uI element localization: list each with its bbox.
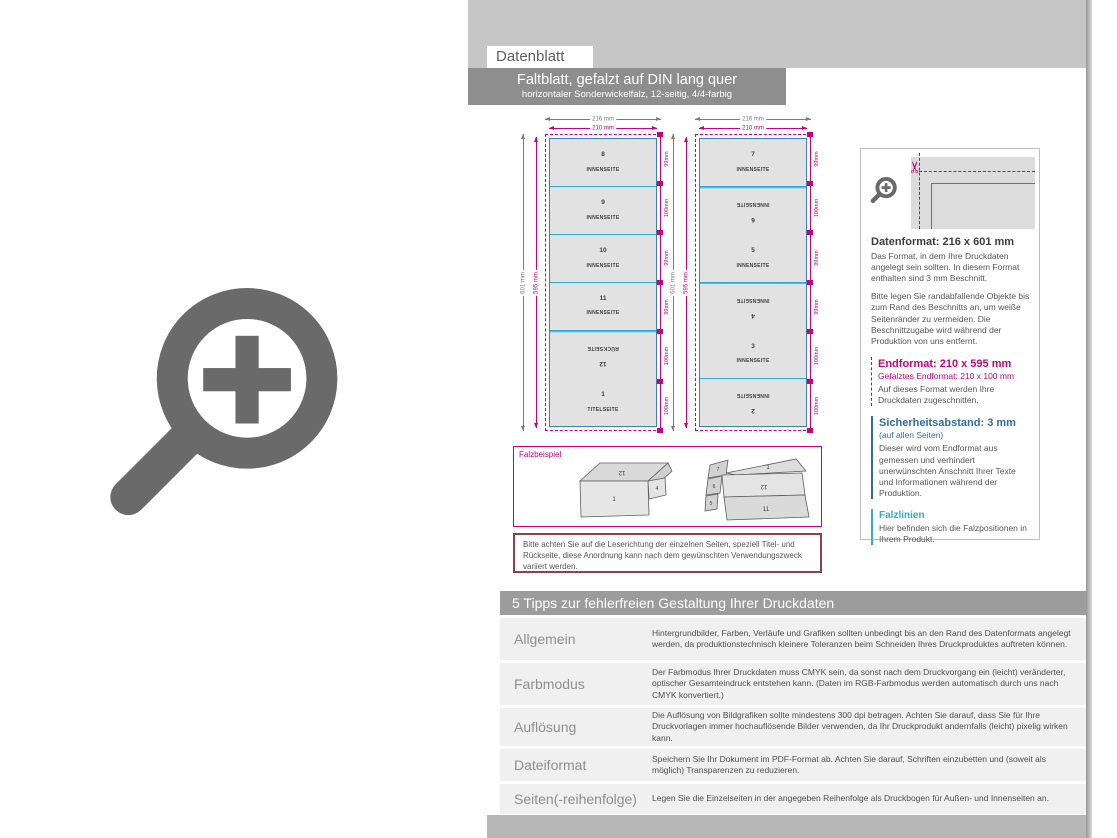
table-row	[500, 708, 1086, 746]
fold-example-label: Falzbeispiel	[519, 450, 562, 459]
panel-number: 4	[751, 311, 755, 319]
svg-text:11: 11	[762, 507, 770, 513]
tip-text: Die Auflösung von Bildgrafiken sollte mindestens 300 dpi betragen. Achten Sie darauf, dass Sie für Ihre Druckvorlagen immer hochauflösende Bilder verwenden, da Ihr Druckprodukt andernfalls (leicht) pixelig wirken kann.	[652, 709, 1068, 743]
panel-number: 3	[751, 342, 755, 350]
fold-panel-cell	[700, 235, 806, 283]
fold-panel-cell	[700, 331, 806, 379]
table-row	[500, 618, 1086, 660]
dimension-width-inner: 210 mm	[699, 128, 807, 129]
panel-label: INNENSEITE	[736, 201, 770, 208]
panel-label: INNENSEITE	[586, 214, 620, 221]
panel-label: INNENSEITE	[586, 310, 620, 317]
panel-label: INNENSEITE	[586, 166, 620, 173]
corner-diagram	[907, 153, 1035, 229]
fold-panel-cell	[550, 331, 656, 379]
panel-measure-chain: 99mm 100mm 99mm 99mm 100mm 100mm	[657, 134, 673, 431]
falzlinien-heading: Falzlinien	[879, 509, 925, 521]
panel-number: 2	[751, 406, 755, 414]
panel-number: 8	[601, 151, 605, 159]
tip-text: Der Farbmodus Ihrer Druckdaten muss CMYK sein, da sonst nach dem Druckvorgang ein (leicht) veränderter, optischer Gesamteindruck entstehen kann. (Daten im RGB-Farbmodus werden automatisch durch uns nach CMYK konvertiert.)	[652, 666, 1066, 700]
reading-direction-note: Bitte achten Sie auf die Leserichtung der einzelnen Seiten, speziell Titel- und Rückseite, diese Anordnung kann nach dem gewünschten Verwendungszweck variiert werden.	[513, 533, 822, 573]
print-sheet-a	[545, 134, 661, 431]
tip-text: Legen Sie die Einzelseiten in der angegeben Reihenfolge als Druckbogen für Außen- und Innenseiten an.	[652, 793, 1049, 804]
dimension-width-outer: 216 mm	[545, 119, 661, 120]
bleed-line	[919, 171, 1035, 172]
panel-number: 9	[601, 199, 605, 207]
panel-number: 1	[601, 391, 605, 399]
table-row	[500, 784, 1086, 814]
dimension-height-inner: 595 mm	[536, 137, 537, 428]
zoom-plus-icon	[869, 175, 899, 205]
panel-label: INNENSEITE	[736, 392, 770, 399]
svg-text:5: 5	[709, 501, 713, 507]
tip-text: Speichern Sie Ihr Dokument im PDF-Format ab. Achten Sie darauf, Schriften einzubetten und (soweit als möglich) Transparenzen zu reduzieren.	[652, 753, 1047, 775]
product-title: Faltblatt, gefalzt auf DIN lang quer	[516, 72, 738, 88]
tip-label: Allgemein	[514, 631, 576, 647]
dimension-height-inner: 595 mm	[686, 137, 687, 428]
trim-line	[931, 183, 1035, 184]
product-subtitle: horizontaler Sonderwickelfalz, 12-seitig, 4/4-farbig	[521, 89, 733, 100]
scissors-icon: ✂	[907, 160, 925, 174]
dimension-width-outer: 216 mm	[695, 119, 811, 120]
zoom-plus-icon	[100, 268, 358, 530]
svg-text:4: 4	[655, 486, 659, 492]
page-edge-shadow	[1086, 0, 1092, 838]
fold-sheet-diagram-b	[663, 112, 833, 442]
dimension-width-inner: 210 mm	[549, 128, 657, 129]
tip-label: Seiten(-reihenfolge)	[514, 791, 637, 807]
sicherheitsabstand-subheading: (auf allen Seiten)	[879, 430, 944, 441]
endformat-heading: Endformat: 210 x 595 mm	[878, 357, 1012, 370]
panel-number: 12	[599, 359, 607, 367]
panel-measure-chain: 99mm 100mm 99mm 99mm 100mm 100mm	[807, 134, 823, 431]
panel-label: RÜCKSEITE	[587, 344, 619, 351]
fold-panel-cell	[700, 379, 806, 426]
svg-text:12: 12	[760, 483, 768, 489]
sicherheitsabstand-heading: Sicherheitsabstand: 3 mm	[879, 417, 1016, 430]
fold-panel-cell	[550, 379, 656, 426]
footer-gray-band	[487, 815, 1086, 838]
panel-label: INNENSEITE	[736, 166, 770, 173]
datenformat-heading: Datenformat: 216 x 601 mm	[871, 236, 1015, 248]
table-row	[500, 663, 1086, 705]
panel-number: 11	[599, 294, 607, 302]
product-title-bar	[468, 68, 786, 105]
fold-example-box	[513, 446, 822, 527]
panel-label: TITELSEITE	[587, 406, 619, 413]
panel-label: INNENSEITE	[586, 262, 620, 269]
format-info-panel	[860, 148, 1040, 544]
panel-number: 5	[751, 247, 755, 255]
fold-panel-cell	[550, 187, 656, 235]
panel-number: 6	[751, 215, 755, 223]
svg-text:12: 12	[618, 469, 626, 475]
fold-panel-cell	[700, 187, 806, 235]
tip-text: Hintergrundbilder, Farben, Verläufe und Grafiken sollten unbedingt bis an den Rand des Datenformats angelegt werden, da produktionstechnisch kleinere Toleranzen beim Schneiden Ihres Druckproduktes auftreten können.	[652, 627, 1071, 649]
panel-number: 10	[599, 247, 607, 255]
datenblatt-tab: Datenblatt	[487, 46, 593, 68]
panel-label: INNENSEITE	[736, 296, 770, 303]
fold-panel-cell	[700, 139, 806, 187]
trim-line	[931, 183, 932, 229]
fold-panel-cell	[550, 139, 656, 187]
falzlinien-section: Falzlinien Hier befinden sich die Falzpositionen in Ihrem Produkt.	[871, 509, 1031, 545]
fold-sheet-diagram-a	[513, 112, 683, 442]
tip-label: Dateiformat	[514, 757, 587, 773]
datenformat-section: Datenformat: 216 x 601 mm Das Format, in dem Ihre Druckdaten angelegt sein sollten. In diesem Format enthalten sind 3 mm Beschnitt. Bitte legen Sie randabfallende Objekte bis zum Rand des Beschnitts an, um weiße Seitenränder zu vermeiden. Die Beschnittzugabe wird während der Produktion von uns entfernt.	[871, 236, 1030, 346]
endformat-section: Endformat: 210 x 595 mm Gefalztes Endformat: 210 x 100 mm Auf dieses Format werden Ihre Druckdaten zugeschnitten.	[871, 357, 1031, 406]
dimension-height-outer: 601 mm	[673, 134, 674, 431]
svg-text:7: 7	[716, 467, 720, 473]
datasheet-panel	[468, 0, 1086, 838]
svg-text:6: 6	[712, 484, 716, 490]
panel-number: 7	[751, 151, 755, 159]
bleed-corner-preview	[861, 149, 1039, 233]
fold-panel-cell	[700, 283, 806, 331]
tip-label: Farbmodus	[514, 676, 585, 692]
svg-text:1: 1	[612, 497, 616, 503]
panel-label: INNENSEITE	[736, 358, 770, 365]
dimension-height-outer: 601 mm	[523, 134, 524, 431]
fold-example-illustration-right	[692, 451, 817, 525]
fold-example-illustration-left	[552, 453, 687, 523]
panel-label: INNENSEITE	[736, 262, 770, 269]
table-row	[500, 749, 1086, 781]
fold-panel-cell	[550, 235, 656, 283]
tip-label: Auflösung	[514, 719, 577, 735]
svg-text:1: 1	[766, 465, 770, 471]
print-sheet-b	[695, 134, 811, 431]
tips-header: 5 Tipps zur fehlerfreien Gestaltung Ihrer Druckdaten	[500, 591, 1086, 615]
endformat-subheading: Gefalztes Endformat: 210 x 100 mm	[878, 370, 1015, 381]
tips-table	[500, 618, 1086, 814]
fold-panel-cell	[550, 283, 656, 331]
sicherheitsabstand-section: Sicherheitsabstand: 3 mm (auf allen Seiten) Dieser wird vom Endformat aus gemessen und verhindert unerwünschten Anschnitt Ihrer Texte und Informationen während der Produktion.	[871, 416, 1031, 499]
